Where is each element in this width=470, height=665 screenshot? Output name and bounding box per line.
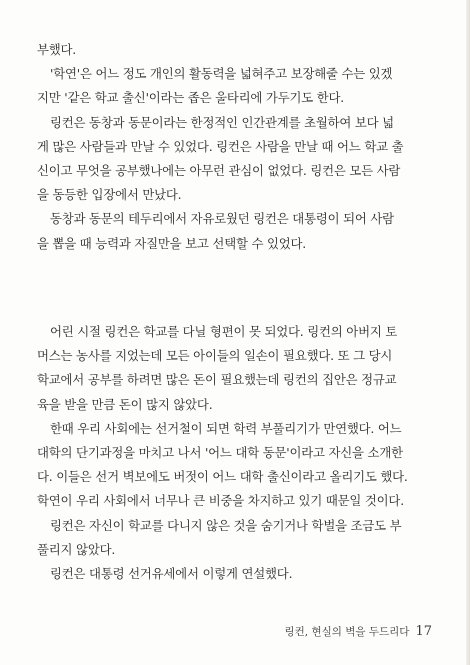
paragraph-group-1	[37, 38, 422, 256]
paragraph-group-2	[37, 320, 422, 586]
text-line: 신이고 무엇을 공부했나에는 아무런 관심이 없었다. 링컨은 모든 사람	[37, 162, 401, 178]
text-line: 링컨은 대통령 선거유세에서 이렇게 연설했다.	[50, 565, 293, 581]
text-line: 다. 이들은 선거 벽보에도 버젓이 어느 대학 출신이라고 올리기도 했다.	[37, 469, 408, 485]
text-line: 육을 받을 만큼 돈이 많지 않았다.	[37, 396, 213, 412]
page-footer	[285, 624, 432, 639]
text-line: 링컨은 자신이 학교를 다니지 않은 것을 숨기거나 학벌을 조금도 부	[50, 517, 402, 533]
text-line: '학연'은 어느 정도 개인의 활동력을 넓혀주고 보장해줄 수는 있겠	[50, 66, 393, 82]
text-line: 동창과 동문의 테두리에서 자유로웠던 링컨은 대통령이 되어 사람	[50, 211, 394, 227]
running-title: 링컨, 현실의 벽을 두드리다	[284, 626, 410, 638]
text-line: 머스는 농사를 지었는데 모든 아이들의 일손이 필요했다. 또 그 당시	[37, 348, 393, 364]
page-edge-shadow	[466, 0, 470, 665]
text-line: 어린 시절 링컨은 학교를 다닐 형편이 못 되었다. 링컨의 아버지 토	[50, 324, 398, 339]
text-line: 을 동등한 입장에서 만났다.	[37, 187, 182, 203]
text-line: 부했다.	[37, 42, 77, 57]
text-line: 지만 '같은 학교 출신'이라는 좁은 울타리에 가두기도 한다.	[37, 90, 345, 106]
page-number: 17	[415, 624, 432, 639]
text-line: 학교에서 공부를 하려면 많은 돈이 필요했는데 링컨의 집안은 정규교	[37, 372, 397, 388]
text-line: 링컨은 동창과 동문이라는 한정적인 인간관계를 초월하여 보다 넓	[50, 114, 394, 130]
text-line: 대학의 단기과정을 마치고 나서 '어느 대학 동문'이라고 자신을 소개한	[37, 444, 403, 460]
text-line: 학연이 우리 사회에서 너무나 큰 비중을 차지하고 있기 때문일 것이다.	[37, 493, 404, 509]
text-line: 게 많은 사람들과 만날 수 있었다. 링컨은 사람을 만날 때 어느 학교 출	[37, 138, 404, 154]
text-line: 한때 우리 사회에는 선거철이 되면 학력 부풀리기가 만연했다. 어느	[50, 420, 402, 436]
text-line: 풀리지 않았다.	[37, 541, 116, 557]
text-line: 을 뽑을 때 능력과 자질만을 보고 선택할 수 있었다.	[37, 235, 307, 251]
